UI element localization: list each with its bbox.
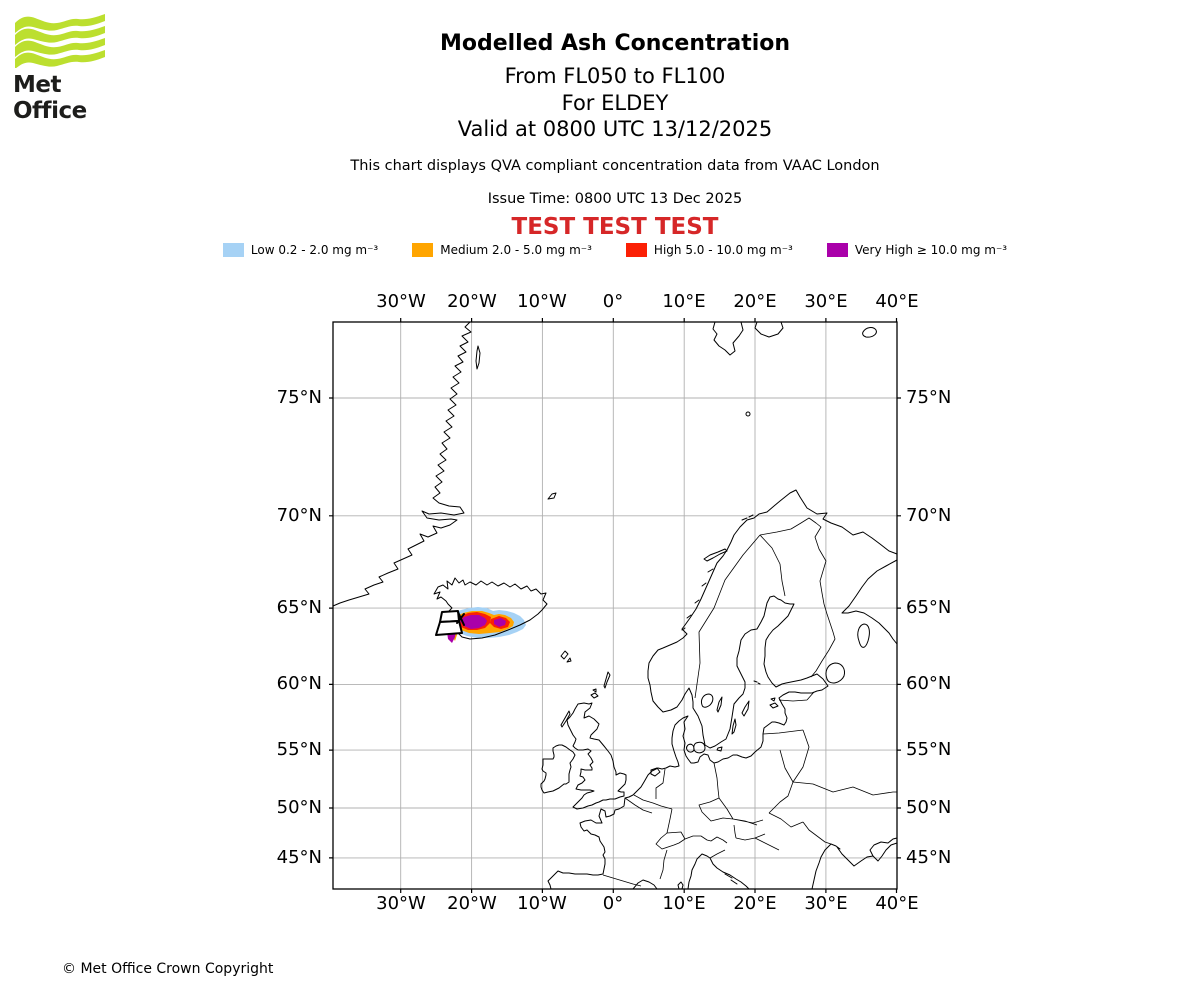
x-tick-top-30w: 30°W — [376, 291, 426, 312]
vaac-polygon — [436, 611, 464, 635]
coast-baltic-islands — [717, 681, 778, 751]
x-tick-bottom-10w: 10°W — [517, 893, 567, 914]
lake-ladoga — [826, 663, 845, 683]
y-tick-right-70n: 70°N — [906, 505, 952, 526]
y-tick-left-70n: 70°N — [276, 505, 322, 526]
country-borders — [603, 518, 897, 886]
x-tick-bottom-20w: 20°W — [447, 893, 497, 914]
legend-item-very-high — [827, 243, 1007, 257]
legend-swatch-high-icon — [626, 243, 647, 257]
map-svg — [323, 312, 907, 900]
valid-time-line: Valid at 0800 UTC 13/12/2025 — [457, 117, 773, 141]
y-tick-right-60n: 60°N — [906, 673, 952, 694]
legend-swatch-low-icon — [223, 243, 244, 257]
x-tick-top-0: 0° — [602, 291, 624, 312]
x-tick-bottom-20e: 20°E — [733, 893, 777, 914]
x-tick-top-40e: 40°E — [875, 291, 919, 312]
coast-ne-island — [863, 328, 877, 338]
coast-great-britain — [567, 703, 626, 809]
coast-greenland-island — [476, 346, 480, 369]
copyright-notice: © Met Office Crown Copyright — [62, 961, 274, 977]
coast-greenland — [333, 322, 471, 606]
y-tick-left-75n: 75°N — [276, 387, 322, 408]
x-tick-top-10w: 10°W — [517, 291, 567, 312]
y-tick-right-55n: 55°N — [906, 739, 952, 760]
legend-label-low: Low 0.2 - 2.0 mg m⁻³ — [250, 243, 379, 257]
flight-level-line: From FL050 to FL100 — [504, 64, 726, 88]
coast-danish-islands — [687, 742, 706, 753]
lake-onega — [858, 624, 870, 647]
legend-swatch-medium-icon — [412, 243, 433, 257]
coast-bear-island — [746, 412, 750, 416]
y-tick-right-65n: 65°N — [906, 597, 952, 618]
y-tick-left-65n: 65°N — [276, 597, 322, 618]
coast-ireland — [541, 745, 575, 793]
legend-label-high: High 5.0 - 10.0 mg m⁻³ — [653, 243, 793, 257]
legend-label-medium: Medium 2.0 - 5.0 mg m⁻³ — [440, 243, 592, 257]
legend-label-very-high: Very High ≥ 10.0 mg m⁻³ — [854, 243, 1008, 257]
axis-tick-marks — [329, 318, 901, 893]
legend-swatch-very-high-icon — [827, 243, 848, 257]
coast-jan-mayen — [548, 493, 556, 499]
test-banner: TEST TEST TEST — [511, 214, 719, 240]
coast-svalbard — [713, 322, 743, 355]
coast-lofoten — [682, 515, 753, 630]
legend-item-high — [626, 243, 793, 257]
legend-item-low — [223, 243, 378, 257]
coastlines — [333, 322, 897, 889]
issue-time: Issue Time: 0800 UTC 13 Dec 2025 — [487, 191, 743, 207]
concentration-legend — [30, 243, 1200, 257]
met-office-logo-text: Met Office — [13, 72, 87, 124]
page-title: Modelled Ash Concentration — [439, 31, 791, 56]
coast-scottish-isles — [561, 651, 610, 727]
map-gridlines — [333, 322, 897, 889]
x-tick-bottom-40e: 40°E — [875, 893, 919, 914]
border-central-europe — [603, 692, 897, 886]
x-tick-top-20e: 20°E — [733, 291, 777, 312]
coast-edgeoya — [755, 322, 783, 337]
x-tick-top-20w: 20°W — [447, 291, 497, 312]
y-tick-right-75n: 75°N — [906, 387, 952, 408]
y-tick-left-60n: 60°N — [276, 673, 322, 694]
legend-item-medium — [412, 243, 592, 257]
y-tick-right-50n: 50°N — [906, 797, 952, 818]
map-frame — [333, 322, 897, 889]
qva-description: This chart displays QVA compliant concentration data from VAAC London — [350, 158, 880, 174]
y-tick-left-55n: 55°N — [276, 739, 322, 760]
x-tick-top-30e: 30°E — [804, 291, 848, 312]
x-tick-bottom-10e: 10°E — [662, 893, 706, 914]
lake-vanern — [701, 694, 722, 712]
x-tick-bottom-30e: 30°E — [804, 893, 848, 914]
y-tick-right-45n: 45°N — [906, 847, 952, 868]
x-tick-bottom-0: 0° — [602, 893, 624, 914]
y-tick-left-50n: 50°N — [276, 797, 322, 818]
volcano-line: For ELDEY — [561, 91, 669, 115]
x-tick-top-10e: 10°E — [662, 291, 706, 312]
y-tick-left-45n: 45°N — [276, 847, 322, 868]
x-tick-bottom-30w: 30°W — [376, 893, 426, 914]
